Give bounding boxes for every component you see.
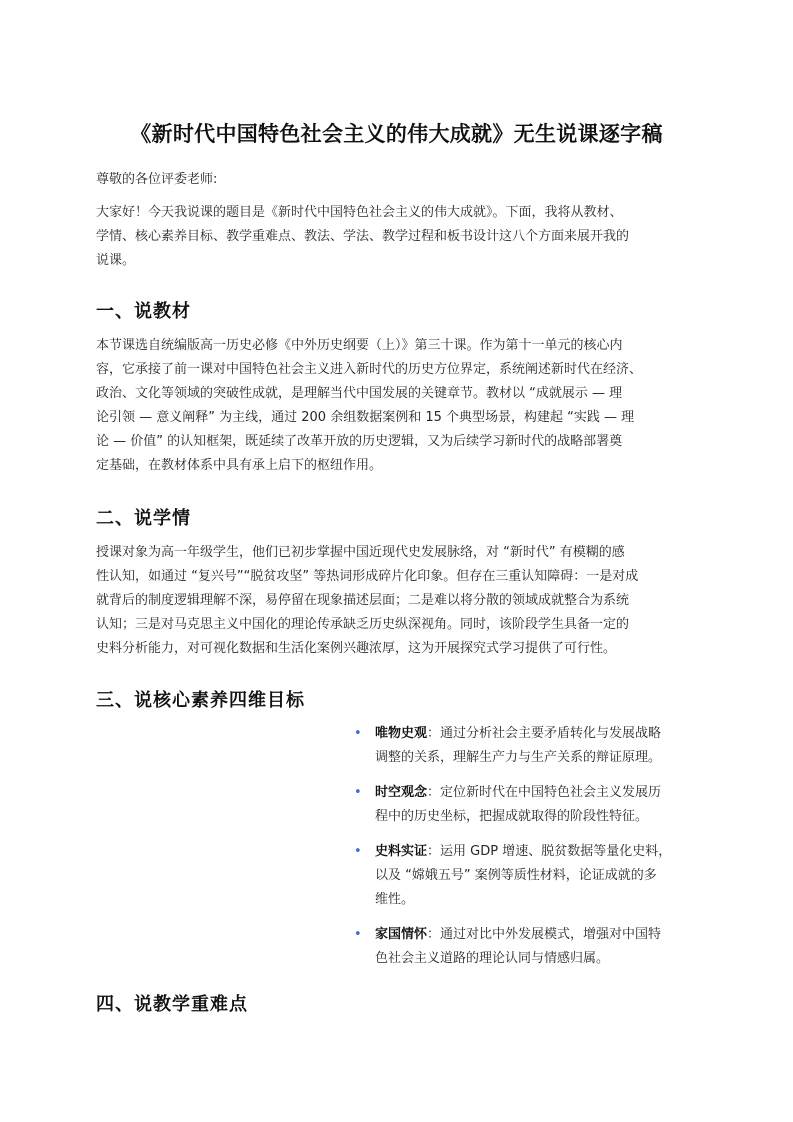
greeting-line: 尊敬的各位评委老师: xyxy=(96,172,218,187)
document-title: 《新时代中国特色社会主义的伟大成就》无生说课逐字稿 xyxy=(130,122,663,146)
objective-text: 调整的关系，理解生产力与生产关系的辩证原理。 xyxy=(375,750,662,765)
objective-term: 史料实证 xyxy=(375,844,428,859)
paragraph-line: 论 — 价值” 的认知框架，既延续了改革开放的历史逻辑，又为后续学习新时代的战略部署奠 xyxy=(96,434,623,449)
bullet-dot-icon: • xyxy=(354,785,362,800)
objective-text: ：通过对比中外发展模式，增强对中国特 xyxy=(427,927,662,942)
section-heading-textbook: 一、说教材 xyxy=(96,301,191,322)
section-students-paragraph xyxy=(96,541,712,661)
section-heading-objectives: 三、说核心素养四维目标 xyxy=(96,690,305,711)
paragraph-line: 认知；三是对马克思主义中国化的理论传承缺乏历史纵深视角。同时，该阶段学生具备一定的 xyxy=(96,617,630,632)
bullet-dot-icon: • xyxy=(354,844,362,859)
objective-term: 时空观念 xyxy=(375,785,428,800)
paragraph-line: 定基础，在教材体系中具有承上启下的枢纽作用。 xyxy=(96,458,383,473)
list-item xyxy=(354,923,714,971)
intro-line: 说课。 xyxy=(96,253,136,268)
bullet-dot-icon: • xyxy=(354,726,362,741)
paragraph-line: 本节课选自统编版高一历史必修《中外历史纲要（上）》第三十课。作为第十一单元的核心内 xyxy=(96,338,623,353)
paragraph-line: 授课对象为高一年级学生，他们已初步掌握中国近现代史发展脉络，对 “新时代” 有模糊的感 xyxy=(96,545,625,560)
objective-text: ：运用 GDP 增速、脱贫数据等量化史料， xyxy=(427,844,672,859)
objective-text: 维性。 xyxy=(375,892,415,907)
objective-term: 家国情怀 xyxy=(375,927,428,942)
greeting xyxy=(96,168,712,192)
intro-line: 学情、核心素养目标、教学重难点、教法、学法、教学过程和板书设计这八个方面来展开我的 xyxy=(96,229,630,244)
objective-text: 程中的历史坐标，把握成就取得的阶段性特征。 xyxy=(375,809,649,824)
paragraph-line: 政治、文化等领域的突破性成就，是理解当代中国发展的关键章节。教材以 “成就展示 — 理 xyxy=(96,386,623,401)
list-item xyxy=(354,781,714,829)
section-heading-students: 二、说学情 xyxy=(96,508,191,529)
paragraph-line: 性认知，如通过 “复兴号”“脱贫攻坚” 等热词形成碎片化印象。但存在三重认知障碍：一是对成 xyxy=(96,569,639,584)
objective-text: ：通过分析社会主要矛盾转化与发展战略 xyxy=(427,726,662,741)
paragraph-line: 论引领 — 意义阐释” 为主线，通过 200 余组数据案例和 15 个典型场景，构建起 “实践 — 理 xyxy=(96,410,635,425)
intro-paragraph xyxy=(96,201,712,273)
objective-text: 色社会主义道路的理论认同与情感归属。 xyxy=(375,951,610,966)
objective-text: 以及 “嫦娥五号” 案例等质性材料，论证成就的多 xyxy=(375,868,657,883)
section-heading-key-points: 四、说教学重难点 xyxy=(96,994,248,1015)
objective-text: ：定位新时代在中国特色社会主义发展历 xyxy=(427,785,662,800)
intro-line: 大家好！今天我说课的题目是《新时代中国特色社会主义的伟大成就》。下面，我将从教材、 xyxy=(96,205,623,220)
objectives-list xyxy=(354,722,714,982)
list-item xyxy=(354,722,714,770)
paragraph-line: 史料分析能力，对可视化数据和生活化案例兴趣浓厚，这为开展探究式学习提供了可行性。 xyxy=(96,641,617,656)
list-item xyxy=(354,840,714,912)
paragraph-line: 容，它承接了前一课对中国特色社会主义进入新时代的历史方位界定，系统阐述新时代在经济、 xyxy=(96,362,643,377)
bullet-dot-icon: • xyxy=(354,927,362,942)
objective-term: 唯物史观 xyxy=(375,726,428,741)
section-textbook-paragraph xyxy=(96,334,712,478)
paragraph-line: 就背后的制度逻辑理解不深，易停留在现象描述层面；二是难以将分散的领域成就整合为系统 xyxy=(96,593,630,608)
